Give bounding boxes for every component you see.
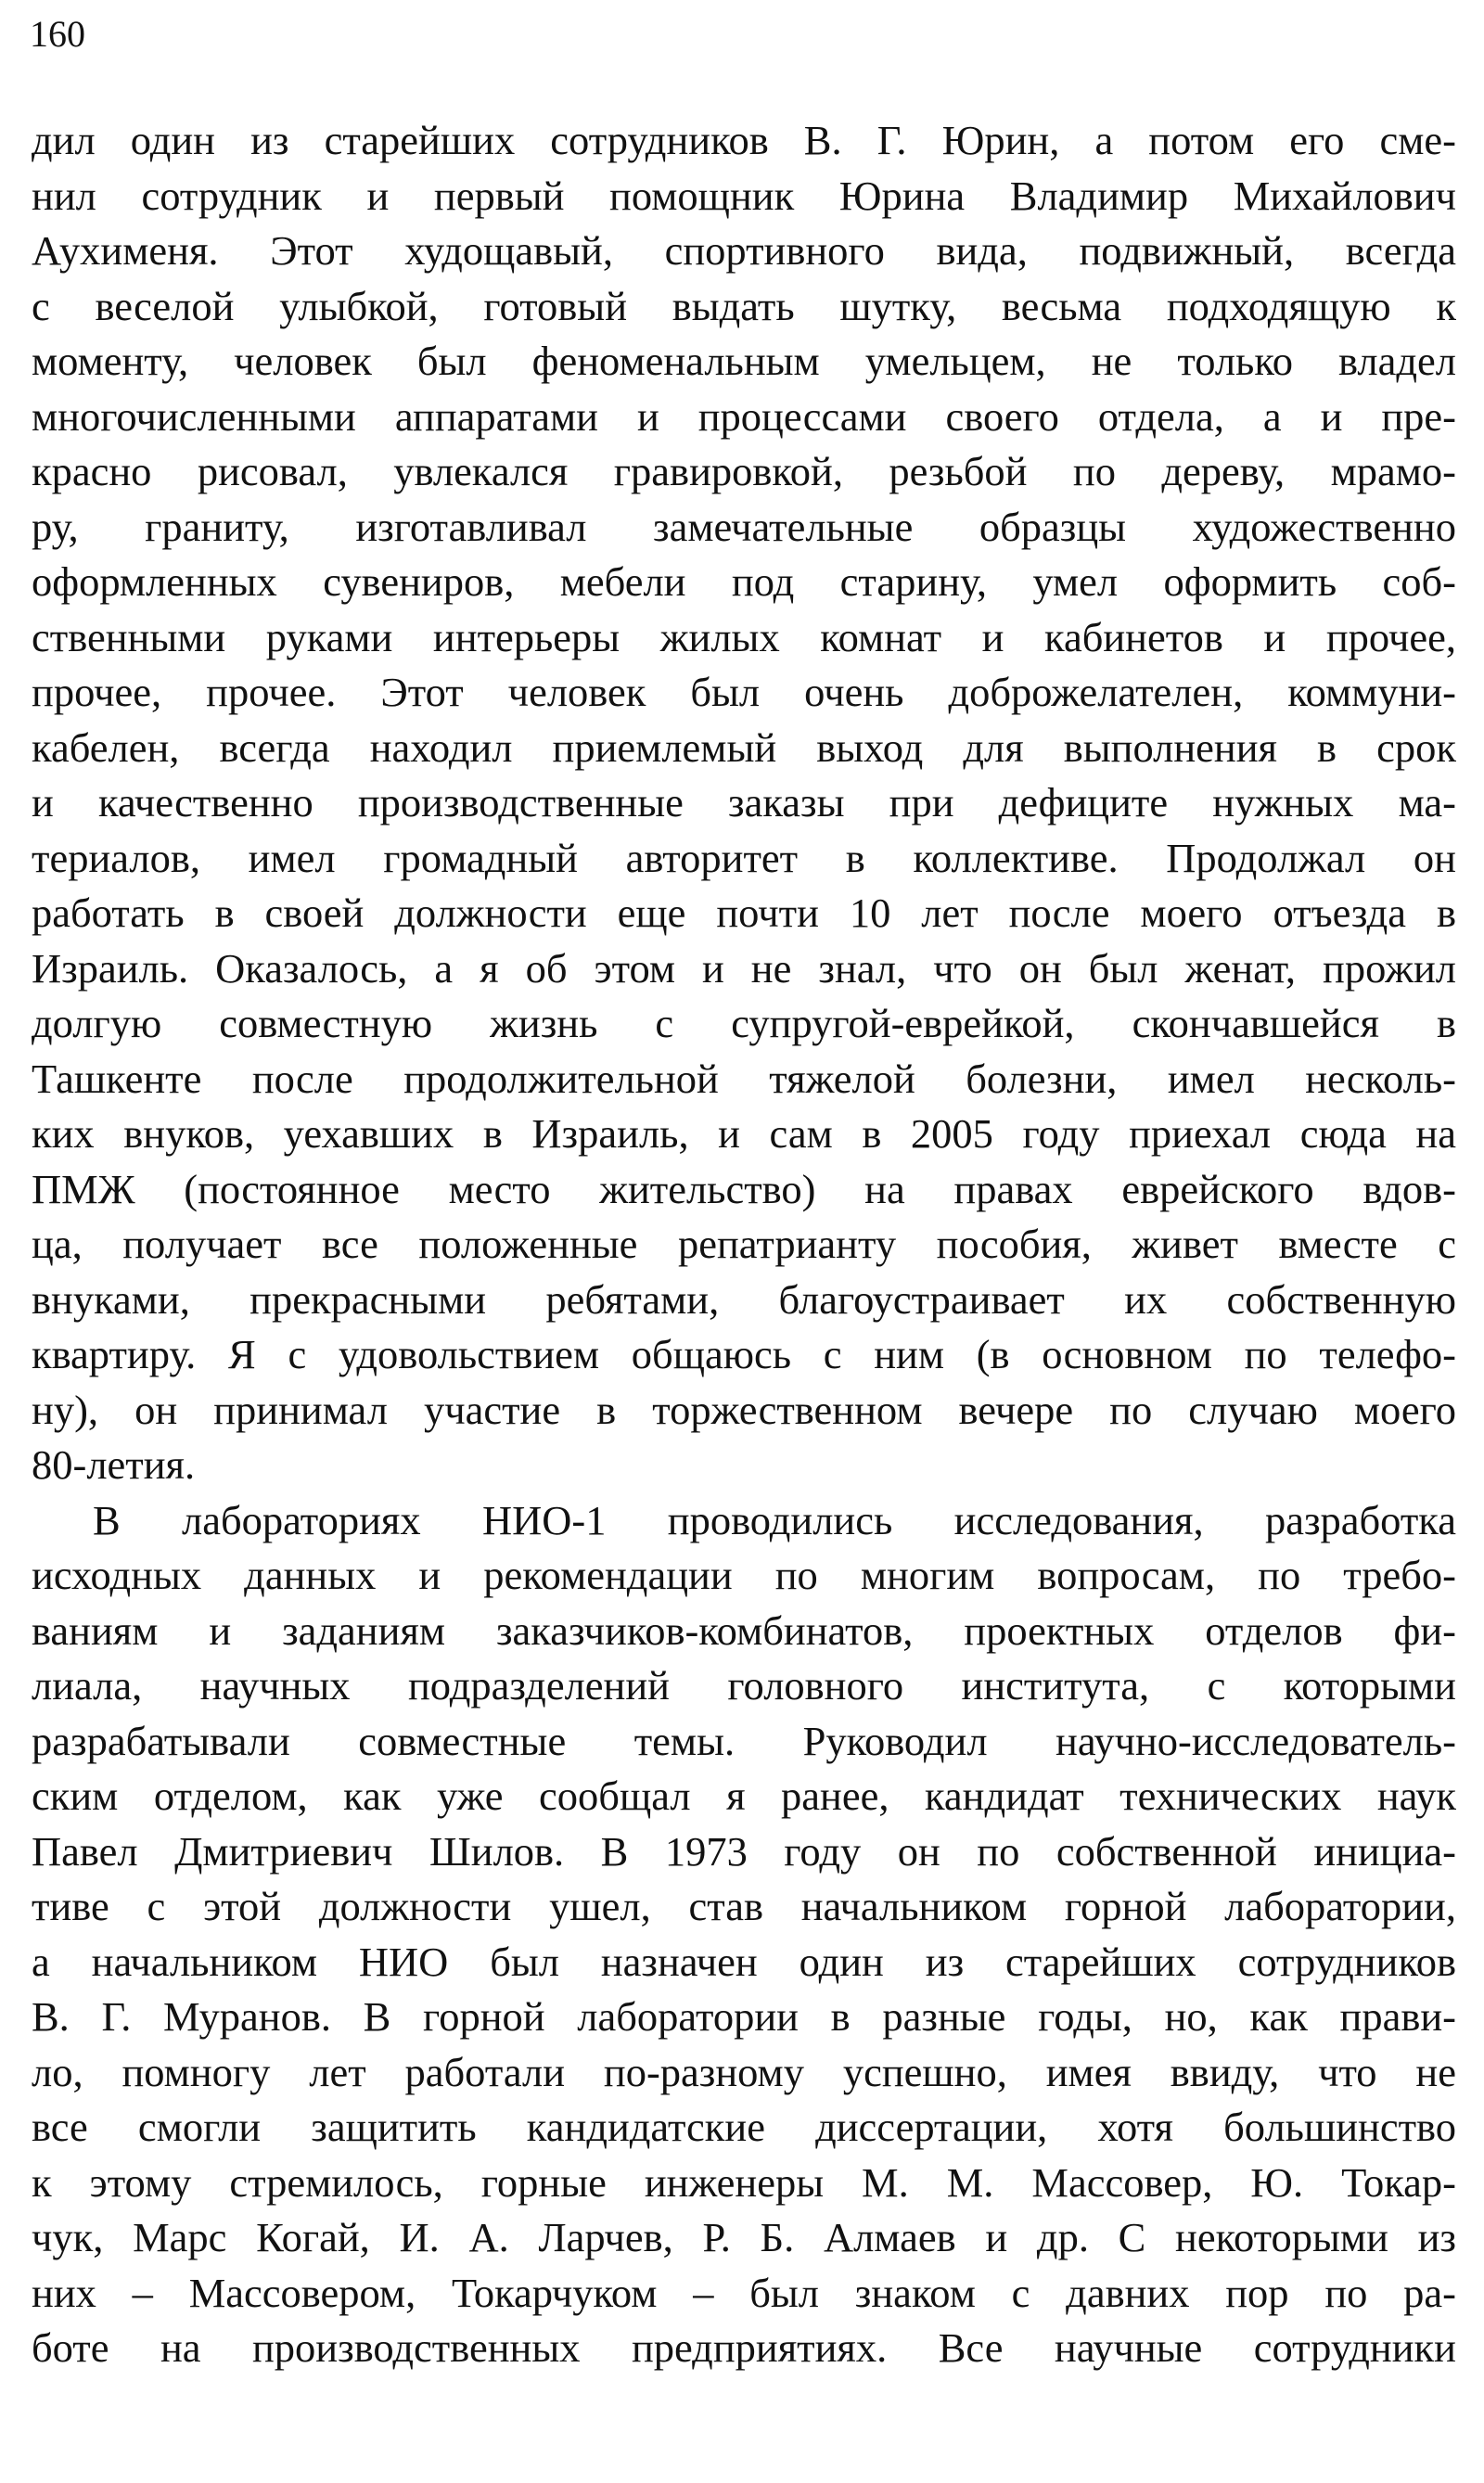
paragraph-2: [32, 1493, 1456, 2376]
paragraph-1: [32, 113, 1456, 1493]
text-line: оформленных сувениров, мебели под старину, умел оформить соб-: [32, 558, 1456, 605]
text-line: многочисленными аппаратами и процессами своего отдела, а и пре-: [32, 392, 1456, 440]
text-line: нил сотрудник и первый помощник Юрина Владимир Михайлович: [32, 172, 1456, 219]
text-line: все смогли защитить кандидатские диссертации, хотя большинство: [32, 2104, 1456, 2150]
text-line: с веселой улыбкой, готовый выдать шутку, весьма подходящую к: [32, 282, 1456, 329]
text-line: териалов, имел громадный авторитет в коллективе. Продолжал он: [32, 834, 1456, 881]
text-line: ским отделом, как уже сообщал я ранее, кандидат технических наук: [32, 1773, 1456, 1819]
text-line: моменту, человек был феноменальным умельцем, не только владел: [32, 338, 1456, 384]
text-line: Израиль. Оказалось, а я об этом и не знал, что он был женат, прожил: [32, 944, 1456, 992]
text-line: ваниям и заданиям заказчиков-комбинатов, проектных отделов фи-: [32, 1606, 1456, 1654]
text-line: ру, граниту, изготавливал замечательные образцы художественно: [32, 503, 1456, 550]
text-line: кабелен, всегда находил приемлемый выход для выполнения в срок: [32, 723, 1456, 771]
text-line: Ташкенте после продолжительной тяжелой болезни, имел несколь-: [32, 1055, 1456, 1102]
text-line: чук, Марс Когай, И. А. Ларчев, Р. Б. Алмаев и др. С некоторыми из: [32, 2214, 1456, 2260]
text-line: внуками, прекрасными ребятами, благоустраивает их собственную: [32, 1275, 1456, 1323]
text-line: боте на производственных предприятиях. Все научные сотрудники: [32, 2324, 1456, 2371]
page-number: 160: [30, 13, 85, 55]
text-line: к этому стремилось, горные инженеры М. М. Массовер, Ю. Токар-: [32, 2158, 1456, 2206]
text-line: дил один из старейших сотрудников В. Г. Юрин, а потом его сме-: [32, 117, 1456, 163]
text-line: Аухименя. Этот худощавый, спортивного вида, подвижный, всегда: [32, 227, 1456, 274]
text-line: тиве с этой должности ушел, став начальником горной лаборатории,: [32, 1883, 1456, 1929]
text-line: и качественно производственные заказы при дефиците нужных ма-: [32, 779, 1456, 826]
text-line: разрабатывали совместные темы. Руководил научно-исследователь-: [32, 1717, 1456, 1764]
text-line: ло, помногу лет работали по-разному успешно, имея ввиду, что не: [32, 2048, 1456, 2095]
text-line: В лабораториях НИО-1 проводились исследования, разработка: [93, 1496, 1456, 1543]
text-line: ПМЖ (постоянное место жительство) на правах еврейского вдов-: [32, 1165, 1456, 1212]
text-line: ца, получает все положенные репатрианту пособия, живет вместе с: [32, 1221, 1456, 1267]
text-line: работать в своей должности еще почти 10 лет после моего отъезда в: [32, 890, 1456, 936]
text-line: лиала, научных подразделений головного института, с которыми: [32, 1662, 1456, 1709]
text-line: 80-летия.: [32, 1441, 196, 1488]
text-line: ственными руками интерьеры жилых комнат и кабинетов и прочее,: [32, 613, 1456, 660]
text-line: исходных данных и рекомендации по многим вопросам, по требо-: [32, 1552, 1456, 1598]
text-line: красно рисовал, увлекался гравировкой, резьбой по дереву, мрамо-: [32, 448, 1456, 494]
body-text: [32, 113, 1456, 2376]
text-line: долгую совместную жизнь с супругой-еврейкой, скончавшейся в: [32, 1000, 1456, 1046]
text-line: Павел Дмитриевич Шилов. В 1973 году он по собственной инициа-: [32, 1827, 1456, 1875]
text-line: В. Г. Муранов. В горной лаборатории в разные годы, но, как прави-: [32, 1993, 1456, 2040]
text-line: ких внуков, уехавших в Израиль, и сам в 2005 году приехал сюда на: [32, 1110, 1456, 1157]
text-line: квартиру. Я с удовольствием общаюсь с ним (в основном по телефо-: [32, 1331, 1456, 1377]
text-line: ну), он принимал участие в торжественном вечере по случаю моего: [32, 1386, 1456, 1433]
text-line: них – Массовером, Токарчуком – был знаком с давних пор по ра-: [32, 2269, 1456, 2316]
text-line: прочее, прочее. Этот человек был очень доброжелателен, коммуни-: [32, 669, 1456, 715]
text-line: а начальником НИО был назначен один из старейших сотрудников: [32, 1938, 1456, 1985]
